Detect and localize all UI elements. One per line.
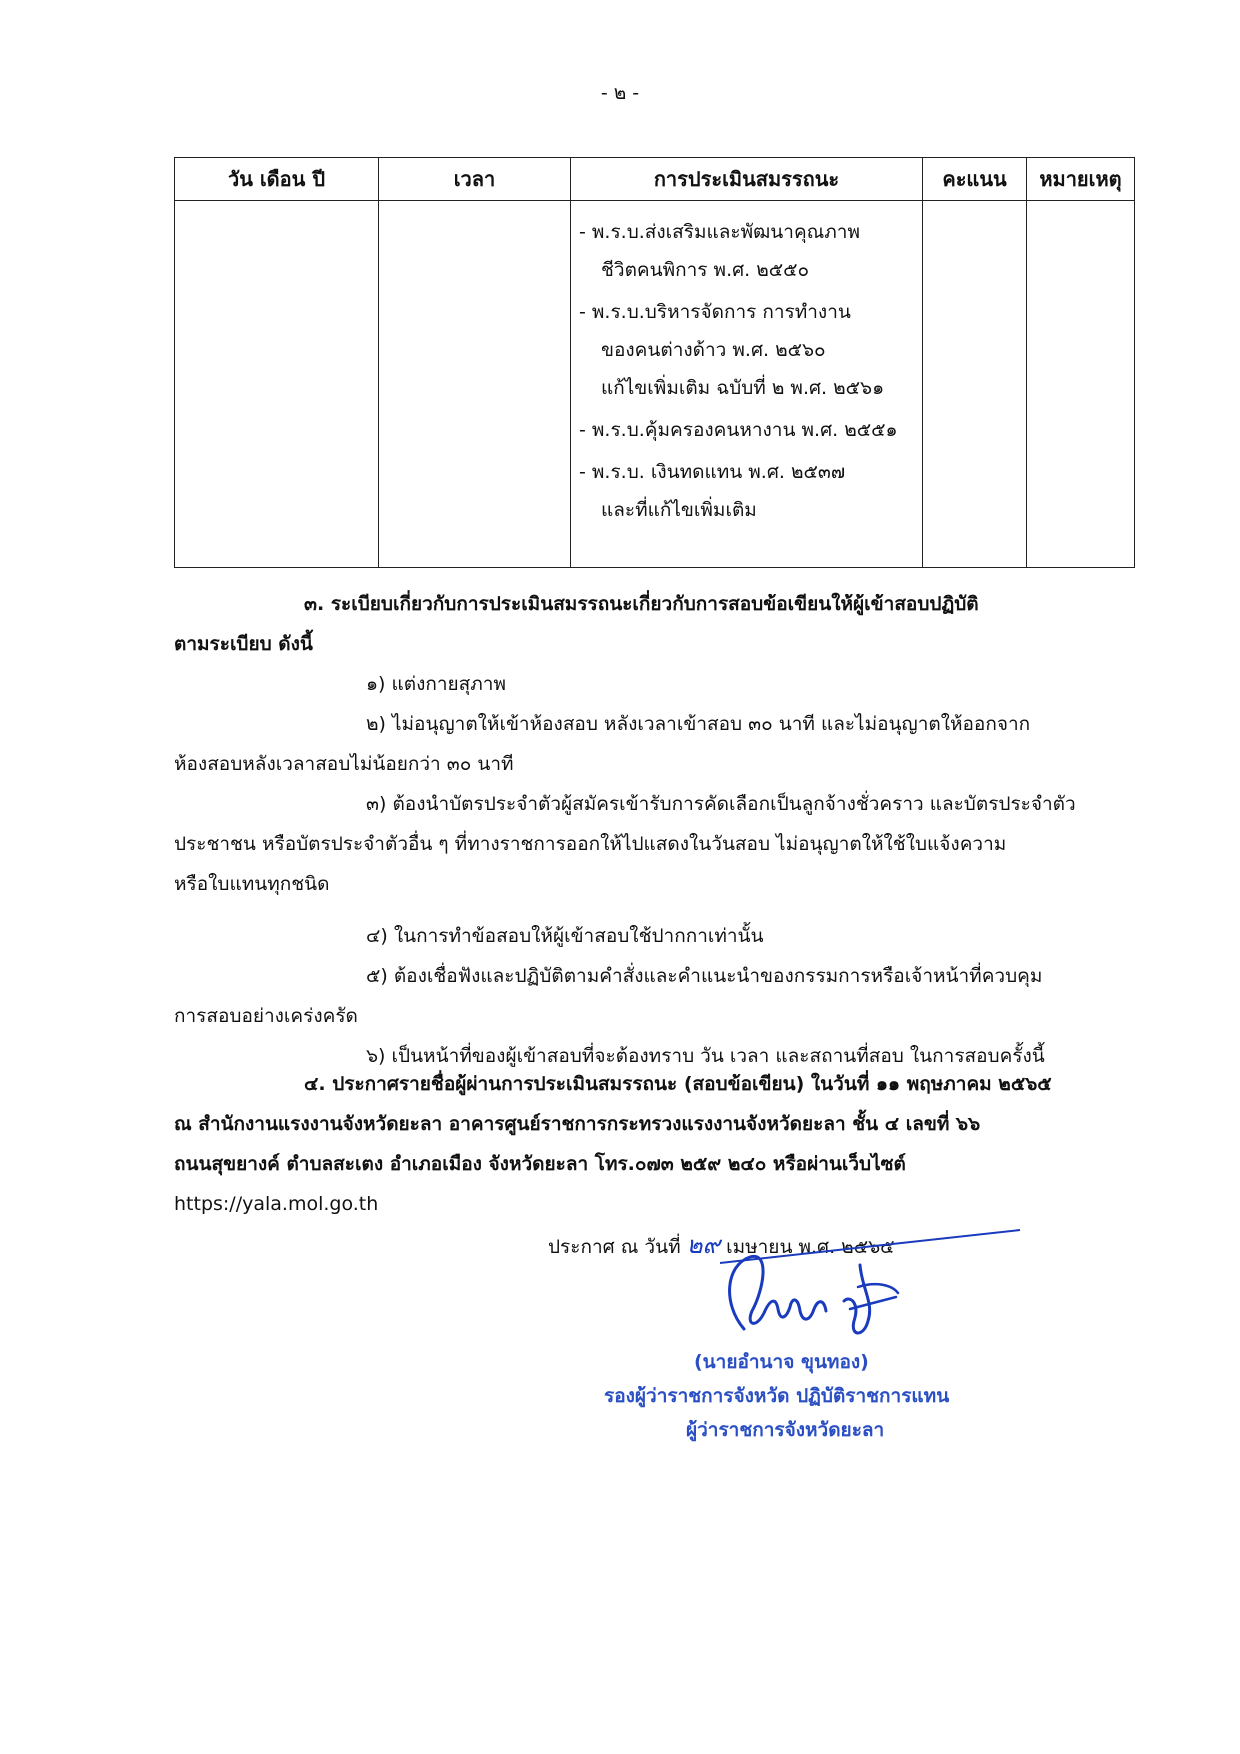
page-number: - ๒ - — [600, 82, 640, 104]
time-cell — [379, 201, 571, 568]
website-url: https://yala.mol.go.th — [174, 1193, 379, 1215]
header-date: วัน เดือน ปี — [175, 158, 379, 201]
handwritten-signature — [700, 1225, 1040, 1355]
law-text-cont: ชีวิตคนพิการ พ.ศ. ๒๕๕๐ — [601, 259, 810, 281]
header-remarks: หมายเหตุ — [1027, 158, 1135, 201]
signature-block — [0, 1225, 1240, 1465]
table-header-row — [175, 158, 1135, 201]
signer-position: รองผู้ว่าราชการจังหวัด ปฏิบัติราชการแทน — [604, 1385, 950, 1407]
law-item — [579, 213, 918, 289]
law-text-cont: และที่แก้ไขเพิ่มเติม — [601, 499, 757, 521]
law-item — [579, 453, 918, 529]
law-text: - พ.ร.บ. เงินทดแทน พ.ศ. ๒๕๓๗ — [579, 461, 846, 483]
law-text: - พ.ร.บ.ส่งเสริมและพัฒนาคุณภาพ — [579, 221, 860, 243]
header-score: คะแนน — [923, 158, 1027, 201]
rule-item: ๑) แต่งกายสุภาพ — [366, 673, 506, 695]
section-4-announcement: ๔. ประกาศรายชื่อผู้ผ่านการประเมินสมรรถนะ (สอบข้อเขียน) ในวันที่ ๑๑ พฤษภาคม ๒๕๖๕ ณ สำนักงานแรงงานจังหวัดยะลา อาคารศูนย์ราชการกระทรวงแรงงานจังหวัดยะลา ชั้น ๔ เลขที่ ๖๖ ถนนสุขยางค์ ตำบลสะเตง อำเภอเมือง จังหวัดยะลา โทร.๐๗๓ ๒๕๙ ๒๔๐ หรือผ่านเว็บไซต์ — [174, 1073, 1052, 1175]
law-item — [579, 293, 918, 407]
rule-item: ๓) ต้องนำบัตรประจำตัวผู้สมัครเข้ารับการคัดเลือกเป็นลูกจ้างชั่วคราว และบัตรประจำตัว ประชาชน หรือบัตรประจำตัวอื่น ๆ ที่ทางราชการออกให้ไปแสดงในวันสอบ ไม่อนุญาตให้ใช้ใบแจ้งความ หรือใบแทนทุกชนิด — [174, 793, 1076, 895]
rule-item: ๕) ต้องเชื่อฟังและปฏิบัติตามคำสั่งและคำแนะนำของกรรมการหรือเจ้าหน้าที่ควบคุม การสอบอย่างเคร่งครัด — [174, 965, 1043, 1027]
score-cell — [923, 201, 1027, 568]
table-row — [175, 201, 1135, 568]
law-text-cont: แก้ไขเพิ่มเติม ฉบับที่ ๒ พ.ศ. ๒๕๖๑ — [601, 377, 885, 399]
handwritten-day: ๒๙ — [686, 1231, 721, 1259]
rule-item: ๔) ในการทำข้อสอบให้ผู้เข้าสอบใช้ปากกาเท่านั้น — [366, 925, 764, 947]
announcement-date: ประกาศ ณ วันที่ ๒๙ เมษายน พ.ศ. ๒๕๖๕ — [548, 1231, 895, 1259]
assessment-schedule-table — [174, 157, 1135, 568]
header-assessment: การประเมินสมรรถนะ — [571, 158, 923, 201]
law-text: - พ.ร.บ.คุ้มครองคนหางาน พ.ศ. ๒๕๕๑ — [579, 419, 898, 441]
signer-position-cont: ผู้ว่าราชการจังหวัดยะลา — [686, 1419, 885, 1441]
signer-name: (นายอำนาจ ขุนทอง) — [694, 1351, 869, 1373]
assessment-cell — [571, 201, 923, 568]
law-text: - พ.ร.บ.บริหารจัดการ การทำงาน — [579, 301, 851, 323]
law-text-cont: ของคนต่างด้าว พ.ศ. ๒๕๖๐ — [601, 339, 826, 361]
law-item — [579, 411, 918, 449]
rule-item: ๒) ไม่อนุญาตให้เข้าห้องสอบ หลังเวลาเข้าสอบ ๓๐ นาที และไม่อนุญาตให้ออกจาก ห้องสอบหลังเวลาสอบไม่น้อยกว่า ๓๐ นาที — [174, 713, 1031, 775]
rule-item: ๖) เป็นหน้าที่ของผู้เข้าสอบที่จะต้องทราบ วัน เวลา และสถานที่สอบ ในการสอบครั้งนี้ — [366, 1045, 1045, 1067]
date-cell — [175, 201, 379, 568]
header-time: เวลา — [379, 158, 571, 201]
section-3-heading: ๓. ระเบียบเกี่ยวกับการประเมินสมรรถนะเกี่ยวกับการสอบข้อเขียนให้ผู้เข้าสอบปฏิบัติ ตามระเบียบ ดังนี้ — [174, 593, 979, 655]
remarks-cell — [1027, 201, 1135, 568]
section-3-rules — [174, 664, 1104, 1076]
